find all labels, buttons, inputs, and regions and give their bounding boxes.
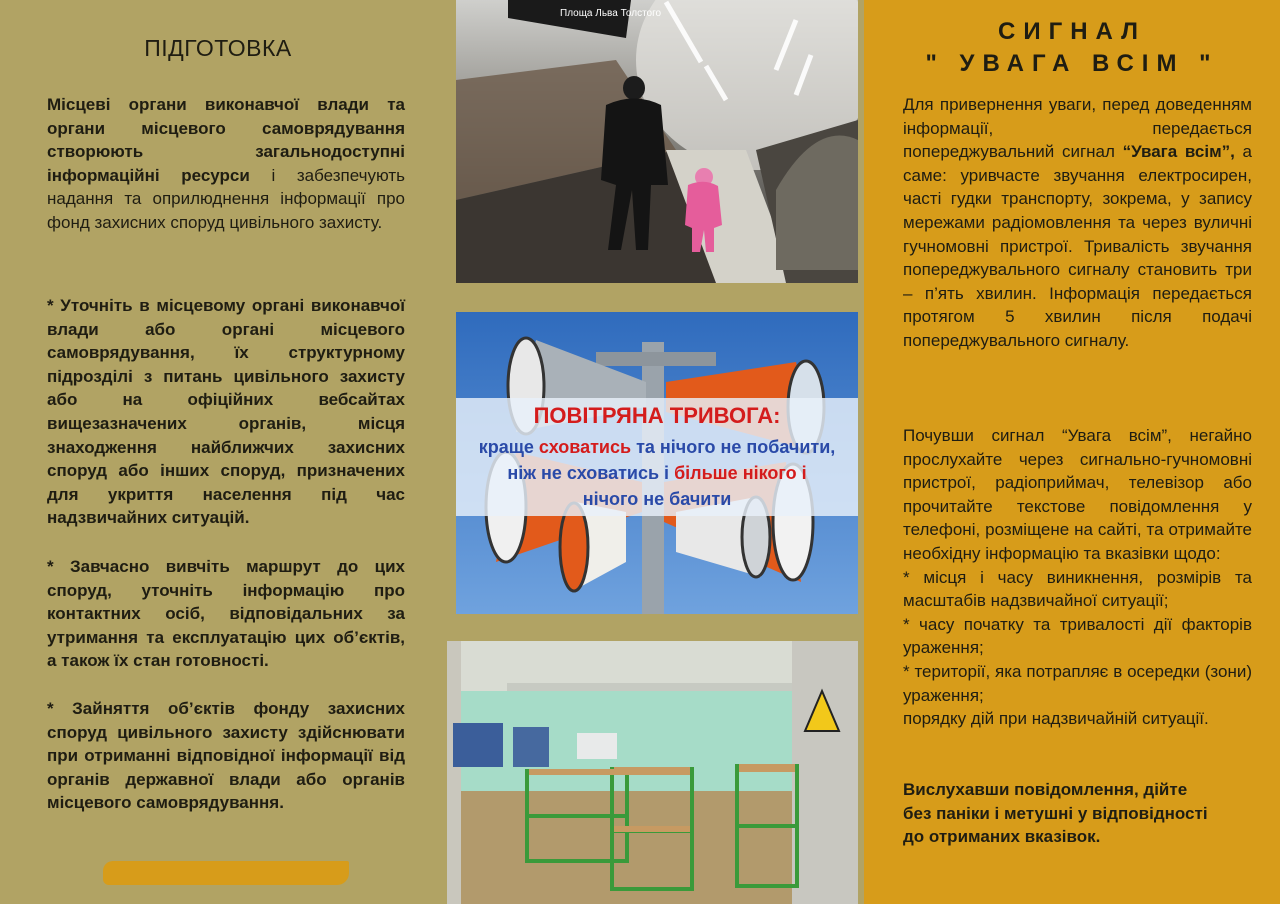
bullet-occupy-shelters: * Зайняття об’єктів фонду захисних споруд цивільного захисту здійснювати при отриманні відповідної інформації від органів державної влади або органів місцевого самоврядування. [47,699,405,813]
alert-line-2 [456,463,858,484]
alert-text: та нічого не побачити, [631,437,836,457]
list-item: * території, яка потрапляє в осередки (зони) ураження; [903,661,1252,705]
after-signal-paragraph [903,424,1252,731]
intro-bold-text: Місцеві органи виконавчої влади та органи місцевого самоврядування створюють загальнодоступні інформаційні ресурси [47,95,405,185]
section-title-preparation: ПІДГОТОВКА [144,35,292,61]
decorative-bar [103,861,349,885]
alert-text-red: більше нікого і [674,463,807,483]
alert-text: ніж не сховатись і [507,463,675,483]
metro-shelter-photo [456,0,858,283]
list-item: * часу початку та тривалості дії факторів ураження; [903,614,1252,658]
alert-line-1 [456,437,858,458]
signal-title-line2: " УВАГА ВСІМ " [925,50,1219,77]
signal-title-line1: СИГНАЛ [998,18,1146,45]
final-instruction-line: Вислухавши повідомлення, дійте [903,780,1188,799]
list-item: * місця і часу виникнення, розмірів та масштабів надзвичайної ситуації; [903,567,1252,611]
signal-description-paragraph [903,93,1252,353]
bullet-clarify-shelters: * Уточніть в місцевому органі виконавчої влади або органі місцевого самоврядування, їх структурному підрозділі з питань цивільного захисту або на офіційних вебсайтах вищезазначених органів, місця знаходження найближчих захисних споруд або інших споруд, призначених для укриття населення під час надзвичайних ситуацій. [47,296,405,528]
after-signal-text: Почувши сигнал “Увага всім”, негайно прослухайте через сигнально-гучномовні пристрої, радіоприймач, телевізор або прочитайте текстове повідомлення у телефоні, розміщене на сайті, та отримайте необхідну інформацію та вказівки щодо: [903,426,1252,563]
signal-name-bold: “Увага всім”, [1122,142,1235,162]
signal-text: а саме: уривчасте звучання електросирен, частi гудки транспорту, зокрема, у запису мережами радіомовлення та через вуличні гучномовні пристрої. Тривалість звучання попереджувального сигналу становить три – п’ять хвилин. Інформація передається протягом 5 хвилин після подачі попереджувального сигналу. [903,142,1252,350]
list-item: порядку дій при надзвичайній ситуації. [903,709,1209,729]
svg-text:Площа Льва Толстого: Площа Льва Толстого [560,8,662,19]
final-instruction-line: до отриманих вказівок. [903,827,1101,847]
bullet-study-route: * Завчасно вивчіть маршрут до цих споруд, уточніть інформацію про контактних осіб, відповідальних за утримання та експлуатацію цих об’єктів, а також їх стан готовності. [47,557,405,671]
alert-heading: ПОВІТРЯНА ТРИВОГА: [533,403,781,428]
final-instruction-line: без паніки і метушні у відповідності [903,803,1208,823]
intro-rest-text: і забезпечують надання та оприлюднення інформації про фонд захисних споруд цивільного захисту. [47,165,405,232]
final-instruction [903,778,1252,849]
bunker-room-photo [447,641,858,904]
alert-text: краще [478,437,539,457]
signal-text: Для привернення уваги, перед доведенням інформації, передається попереджувальний сигнал [903,95,1252,162]
alert-text-red: сховатись [538,437,632,457]
intro-paragraph [47,93,405,235]
alert-line-3: нічого не бачити [582,489,732,509]
